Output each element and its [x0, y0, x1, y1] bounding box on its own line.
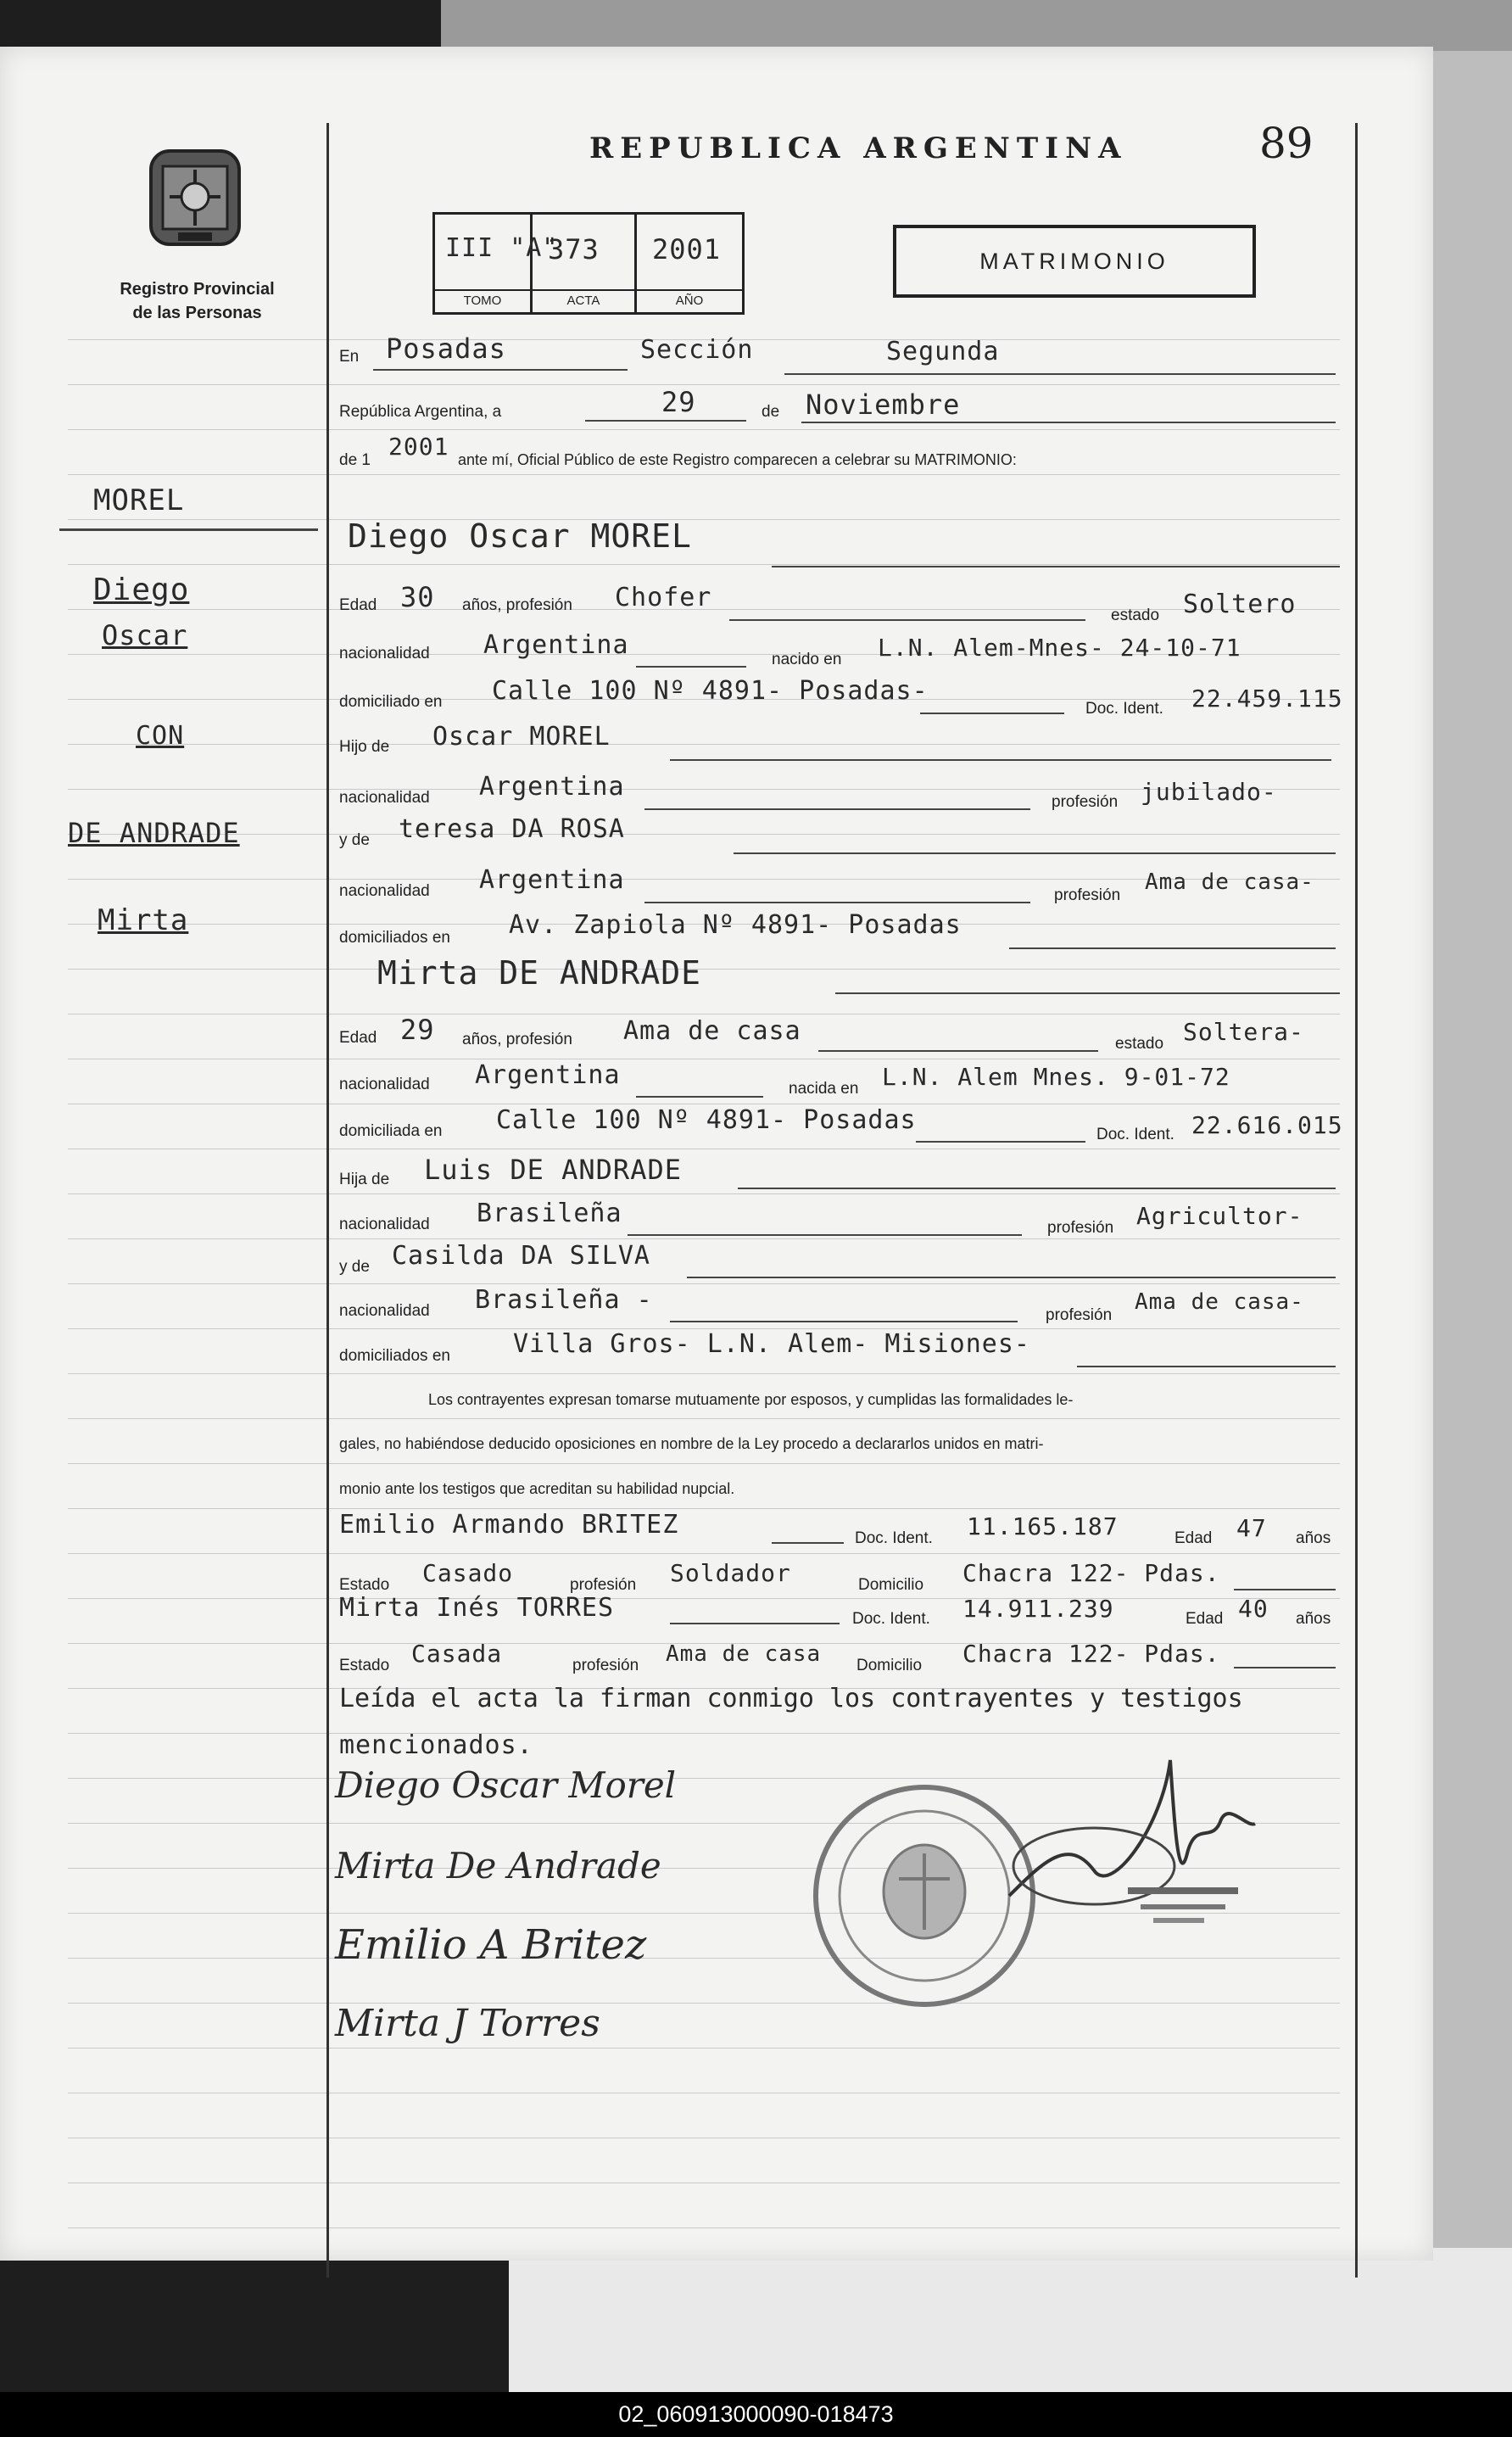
bride-padres-dom-line — [1077, 1366, 1336, 1367]
right-margin-line — [1355, 123, 1358, 2278]
witness2-name: Mirta Inés TORRES — [339, 1593, 615, 1623]
closing-line-2: mencionados. — [339, 1730, 533, 1760]
closing-line-1: Leída el acta la firman conmigo los contrayentes y testigos — [339, 1684, 1243, 1713]
groom-prof-line — [729, 619, 1085, 621]
bride-dom-label: domiciliada en — [339, 1122, 443, 1140]
witness1-domicilio: Chacra 122- Pdas. — [962, 1559, 1220, 1587]
bride-nacionalidad: Argentina — [475, 1060, 621, 1090]
witness1-name: Emilio Armando BRITEZ — [339, 1510, 679, 1540]
formal-text-3: monio ante los testigos que acreditan su habilidad nupcial. — [339, 1480, 735, 1497]
ruled-line — [68, 384, 1340, 385]
de-label: de — [762, 403, 780, 421]
bride-madre-nac: Brasileña - — [475, 1285, 653, 1315]
margin-line — [326, 123, 329, 2278]
groom-edad-label: Edad — [339, 596, 377, 614]
ruled-line — [68, 564, 1340, 565]
bride-madre-prof-label: profesión — [1046, 1306, 1113, 1324]
month-value: Noviembre — [806, 388, 961, 421]
witness2-edad: 40 — [1238, 1595, 1269, 1623]
witness2-doc-label: Doc. Ident. — [852, 1610, 930, 1628]
ruled-line — [68, 1238, 1340, 1239]
margin-rule — [59, 528, 318, 531]
bride-name-line — [835, 992, 1340, 994]
anio-label: AÑO — [637, 289, 742, 308]
bride-edad-label: Edad — [339, 1029, 377, 1047]
witness1-doc-label: Doc. Ident. — [855, 1529, 933, 1547]
ruled-line — [68, 1553, 1340, 1554]
day-line — [585, 420, 746, 422]
witness1-dom-line — [1234, 1589, 1336, 1590]
year-value: 2001 — [388, 433, 449, 461]
bride-nacida-label: nacida en — [789, 1080, 859, 1098]
witness2-domicilio: Chacra 122- Pdas. — [962, 1640, 1220, 1668]
ruled-line — [68, 2227, 1340, 2228]
signature-groom: Diego Oscar Morel — [335, 1764, 677, 1806]
republica-label: República Argentina, a — [339, 403, 502, 421]
witness2-anios: años — [1296, 1610, 1331, 1628]
bride-doc: 22.616.015 — [1191, 1111, 1343, 1139]
groom-nacido: L.N. Alem-Mnes- 24-10-71 — [878, 634, 1241, 662]
ruled-line — [68, 1598, 1340, 1599]
bride-madre-nac-line — [670, 1321, 1018, 1322]
record-reference-box — [432, 212, 745, 315]
groom-padre-prof-label: profesión — [1052, 793, 1119, 811]
ruled-line — [68, 1958, 1340, 1959]
anio-value: 2001 — [652, 233, 722, 265]
witness1-estado-label: Estado — [339, 1576, 390, 1594]
bride-hija-label: Hija de — [339, 1171, 390, 1188]
witness1-profesion: Soldador — [670, 1559, 791, 1587]
groom-madre-nac-line — [644, 902, 1030, 903]
bride-profesion: Ama de casa — [623, 1016, 801, 1046]
bride-domicilio: Calle 100 Nº 4891- Posadas — [496, 1105, 917, 1135]
city-line — [373, 369, 628, 371]
groom-name: Diego Oscar MOREL — [348, 517, 692, 555]
country-title: REPUBLICA ARGENTINA — [589, 131, 1128, 165]
groom-dom-line — [920, 713, 1064, 714]
page-number: 89 — [1259, 119, 1314, 168]
groom-domicilio: Calle 100 Nº 4891- Posadas- — [492, 676, 929, 706]
ruled-line — [68, 519, 1340, 520]
bride-nacida: L.N. Alem Mnes. 9-01-72 — [882, 1063, 1230, 1091]
groom-padre-nac-label: nacionalidad — [339, 789, 430, 807]
acta-value: 373 — [548, 233, 600, 265]
bride-madre-prof: Ama de casa- — [1135, 1289, 1304, 1315]
bride-nac-label: nacionalidad — [339, 1076, 430, 1093]
image-caption: 02_060913000090-018473 — [0, 2392, 1512, 2437]
groom-edad: 30 — [400, 581, 435, 613]
groom-padre-nac-line — [644, 808, 1030, 810]
groom-padre-prof: jubilado- — [1141, 778, 1277, 806]
ruled-line — [68, 1508, 1340, 1509]
bride-prof-label: años, profesión — [462, 1031, 572, 1048]
bride-padre-line — [738, 1188, 1336, 1189]
groom-nac-line — [636, 666, 746, 668]
groom-doc-label: Doc. Ident. — [1085, 700, 1163, 718]
seccion-line — [784, 373, 1336, 375]
witness2-dom-line — [1234, 1667, 1336, 1668]
bride-padre-prof: Agricultor- — [1136, 1202, 1303, 1230]
bride-edad: 29 — [400, 1014, 435, 1046]
witness2-doc: 14.911.239 — [962, 1595, 1114, 1623]
formal-text-1: Los contrayentes expresan tomarse mutuamente por esposos, y cumplidas las formalidades le- — [428, 1391, 1074, 1408]
witness2-dom-label: Domicilio — [856, 1657, 923, 1674]
statement-text: ante mí, Oficial Público de este Registro comparecen a celebrar su MATRIMONIO: — [458, 451, 1017, 468]
day-value: 29 — [661, 386, 696, 418]
groom-padres-dom-line — [1009, 947, 1336, 949]
groom-dom-label: domiciliado en — [339, 693, 443, 711]
ruled-line — [68, 969, 1340, 970]
margin-surname-bride: DE ANDRADE — [68, 817, 240, 849]
acta-label: ACTA — [533, 289, 634, 308]
groom-madre-nac-label: nacionalidad — [339, 882, 430, 900]
witness1-edad: 47 — [1236, 1514, 1267, 1542]
witness1-anios: años — [1296, 1529, 1331, 1547]
witness1-dom-label: Domicilio — [858, 1576, 924, 1594]
act-type: MATRIMONIO — [979, 248, 1169, 274]
groom-profesion: Chofer — [615, 583, 712, 612]
registry-seal-icon — [144, 144, 246, 254]
witness2-edad-label: Edad — [1186, 1610, 1224, 1628]
bride-padres-dom-label: domiciliados en — [339, 1347, 450, 1365]
bride-prof-line — [818, 1050, 1098, 1052]
groom-estado-label: estado — [1111, 606, 1160, 624]
margin-given-groom-1: Diego — [93, 573, 190, 607]
groom-madre-line — [734, 852, 1336, 854]
groom-padre: Oscar MOREL — [432, 722, 611, 752]
bride-nac-line — [636, 1096, 763, 1098]
ruled-line — [68, 429, 1340, 430]
ruled-line — [68, 1193, 1340, 1194]
bride-madre: Casilda DA SILVA — [392, 1241, 650, 1271]
ruled-line — [68, 1418, 1340, 1419]
witness2-estado: Casada — [411, 1640, 503, 1668]
tomo-value: III "A" — [445, 233, 559, 263]
registry-subname: de las Personas — [132, 304, 262, 322]
official-signature-icon — [992, 1726, 1264, 1930]
bride-madre-line — [687, 1277, 1336, 1278]
groom-madre-prof-label: profesión — [1054, 886, 1121, 904]
bride-estado: Soltera- — [1183, 1018, 1304, 1046]
groom-padre-nac: Argentina — [479, 772, 625, 802]
margin-surname-groom: MOREL — [93, 483, 185, 517]
bride-padre-nac-line — [628, 1234, 1022, 1236]
groom-padre-line — [670, 759, 1331, 761]
signature-witness-2: Mirta J Torres — [335, 2002, 600, 2045]
groom-estado: Soltero — [1183, 590, 1297, 619]
groom-doc: 22.459.115 — [1191, 685, 1343, 713]
bride-madre-nac-label: nacionalidad — [339, 1302, 430, 1320]
bride-doc-label: Doc. Ident. — [1096, 1126, 1174, 1143]
ruled-line — [68, 474, 1340, 475]
year-prefix: de 1 — [339, 451, 371, 469]
city-value: Posadas — [386, 333, 506, 365]
bride-padres-dom: Villa Gros- L.N. Alem- Misiones- — [513, 1329, 1030, 1359]
groom-padres-dom-label: domiciliados en — [339, 929, 450, 947]
ruled-line — [68, 834, 1340, 835]
seccion-number: Segunda — [886, 337, 1000, 366]
witness1-estado: Casado — [422, 1559, 514, 1587]
witness2-prof-label: profesión — [572, 1657, 639, 1674]
margin-given-bride: Mirta — [98, 903, 189, 937]
bride-estado-label: estado — [1115, 1035, 1164, 1053]
margin-given-groom-2: Oscar — [102, 619, 188, 651]
background-bottom — [509, 2248, 1512, 2392]
groom-padres-dom: Av. Zapiola Nº 4891- Posadas — [509, 910, 962, 940]
witness1-doc: 11.165.187 — [967, 1512, 1119, 1540]
bride-name: Mirta DE ANDRADE — [377, 954, 702, 992]
groom-nacionalidad: Argentina — [483, 630, 629, 660]
witness1-edad-label: Edad — [1174, 1529, 1213, 1547]
ruled-line — [68, 2003, 1340, 2004]
witness1-prof-label: profesión — [570, 1576, 637, 1594]
bride-dom-line — [916, 1141, 1085, 1143]
bride-yde-label: y de — [339, 1258, 370, 1276]
ruled-line — [68, 1373, 1340, 1374]
bride-padre-nac: Brasileña — [477, 1199, 622, 1228]
ruled-line — [68, 1283, 1340, 1284]
bride-padre-nac-label: nacionalidad — [339, 1216, 430, 1233]
tomo-label: TOMO — [435, 289, 530, 308]
groom-prof-label: años, profesión — [462, 596, 572, 614]
bride-padre: Luis DE ANDRADE — [424, 1154, 682, 1186]
en-label: En — [339, 348, 360, 366]
ruled-line — [68, 744, 1340, 745]
signature-bride: Mirta De Andrade — [335, 1845, 661, 1886]
registry-name: Registro Provincial — [120, 280, 275, 299]
witness2-name-line — [670, 1623, 840, 1624]
ruled-line — [68, 1463, 1340, 1464]
act-type-box — [893, 225, 1256, 298]
ruled-line — [68, 2048, 1340, 2049]
witness2-profesion: Ama de casa — [666, 1641, 822, 1667]
background-right — [1433, 51, 1512, 2273]
month-line — [801, 422, 1336, 423]
formal-text-2: gales, no habiéndose deducido oposiciones en nombre de la Ley procedo a declararlos unidos en matri- — [339, 1435, 1044, 1452]
register-page — [0, 47, 1433, 2261]
groom-yde-label: y de — [339, 831, 370, 849]
signature-witness-1: Emilio A Britez — [335, 1921, 647, 1969]
groom-name-line — [772, 566, 1340, 567]
seccion-value: Sección — [640, 335, 754, 365]
groom-madre: teresa DA ROSA — [399, 814, 625, 844]
groom-nacido-label: nacido en — [772, 651, 842, 668]
groom-hijo-label: Hijo de — [339, 738, 390, 756]
bride-padre-prof-label: profesión — [1047, 1219, 1114, 1237]
witness1-name-line — [772, 1542, 844, 1544]
witness2-estado-label: Estado — [339, 1657, 390, 1674]
groom-nac-label: nacionalidad — [339, 645, 430, 662]
groom-madre-prof: Ama de casa- — [1145, 869, 1314, 895]
groom-madre-nac: Argentina — [479, 865, 625, 895]
margin-con: CON — [136, 721, 185, 751]
